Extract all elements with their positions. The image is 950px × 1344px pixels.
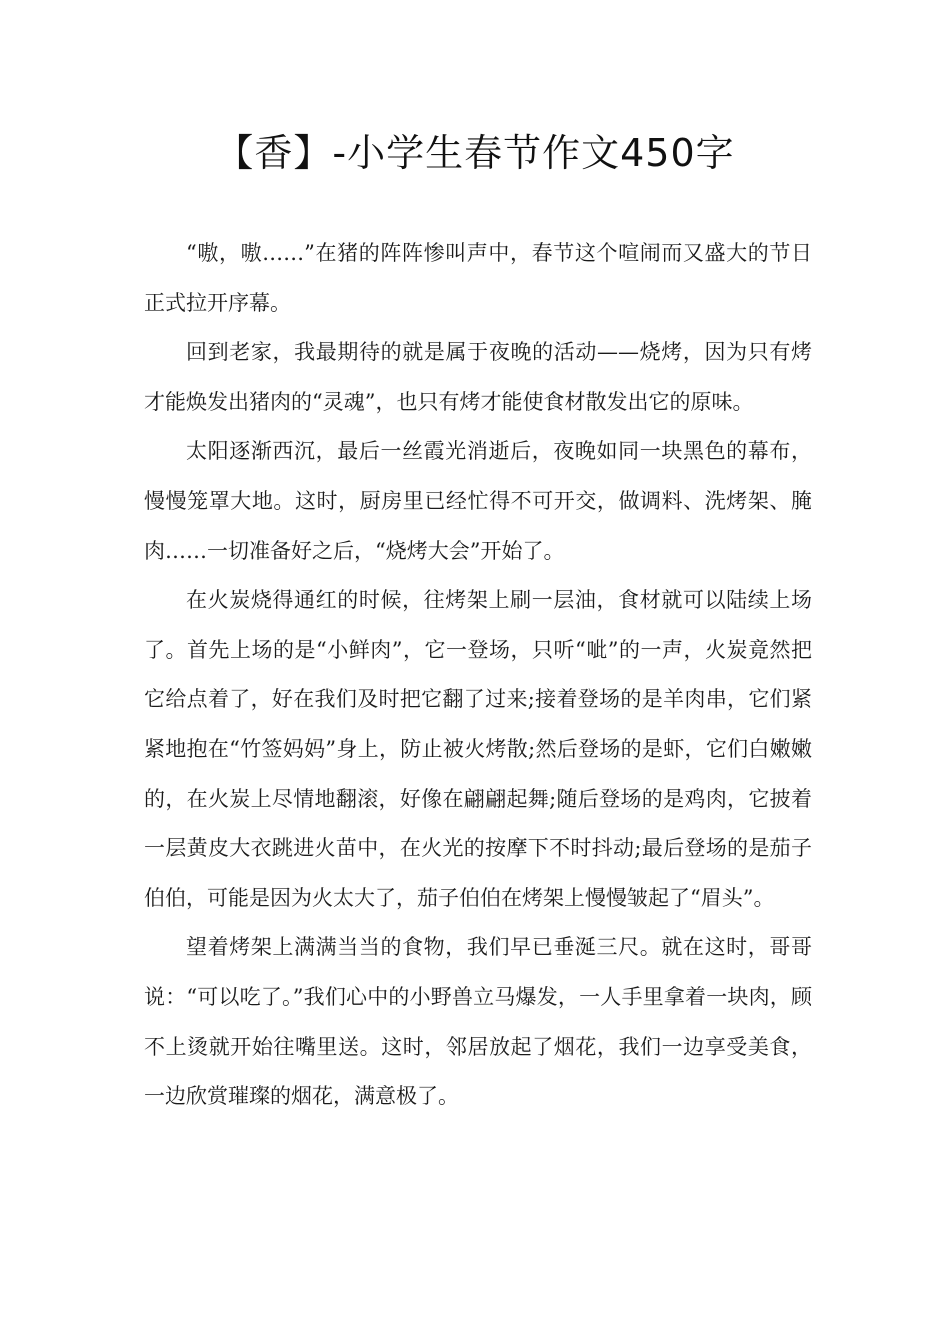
paragraph-1: “嗷，嗷……”在猪的阵阵惨叫声中，春节这个喧闹而又盛大的节日正式拉开序幕。 <box>144 241 812 315</box>
paragraph-5: 望着烤架上满满当当的食物，我们早已垂涎三尺。就在这时，哥哥说：“可以吃了。”我们心中的小野兽立马爆发，一人手里拿着一块肉，顾不上烫就开始往嘴里送。这时，邻居放起了烟花，我们一边享受美食，一边欣赏璀璨的烟花，满意极了。 <box>144 935 812 1109</box>
document-body <box>144 229 812 1122</box>
paragraph-4: 在火炭烧得通红的时候，往烤架上刷一层油，食材就可以陆续上场了。首先上场的是“小鲜肉”，它一登场，只听“呲”的一声，火炭竟然把它给点着了，好在我们及时把它翻了过来;接着登场的是羊肉串，它们紧紧地抱在“竹签妈妈”身上，防止被火烤散;然后登场的是虾，它们白嫩嫩的，在火炭上尽情地翻滚，好像在翩翩起舞;随后登场的是鸡肉，它披着一层黄皮大衣跳进火苗中，在火光的按摩下不时抖动;最后登场的是茄子伯伯，可能是因为火太大了，茄子伯伯在烤架上慢慢皱起了“眉头”。 <box>144 588 812 910</box>
paragraph-2: 回到老家，我最期待的就是属于夜晚的活动——烧烤，因为只有烤才能焕发出猪肉的“灵魂”，也只有烤才能使食材散发出它的原味。 <box>144 340 812 414</box>
document-title: 【香】-小学生春节作文450字 <box>215 131 735 175</box>
paragraph-3: 太阳逐渐西沉，最后一丝霞光消逝后，夜晚如同一块黑色的幕布，慢慢笼罩大地。这时，厨房里已经忙得不可开交，做调料、洗烤架、腌肉……一切准备好之后，“烧烤大会”开始了。 <box>144 439 812 563</box>
